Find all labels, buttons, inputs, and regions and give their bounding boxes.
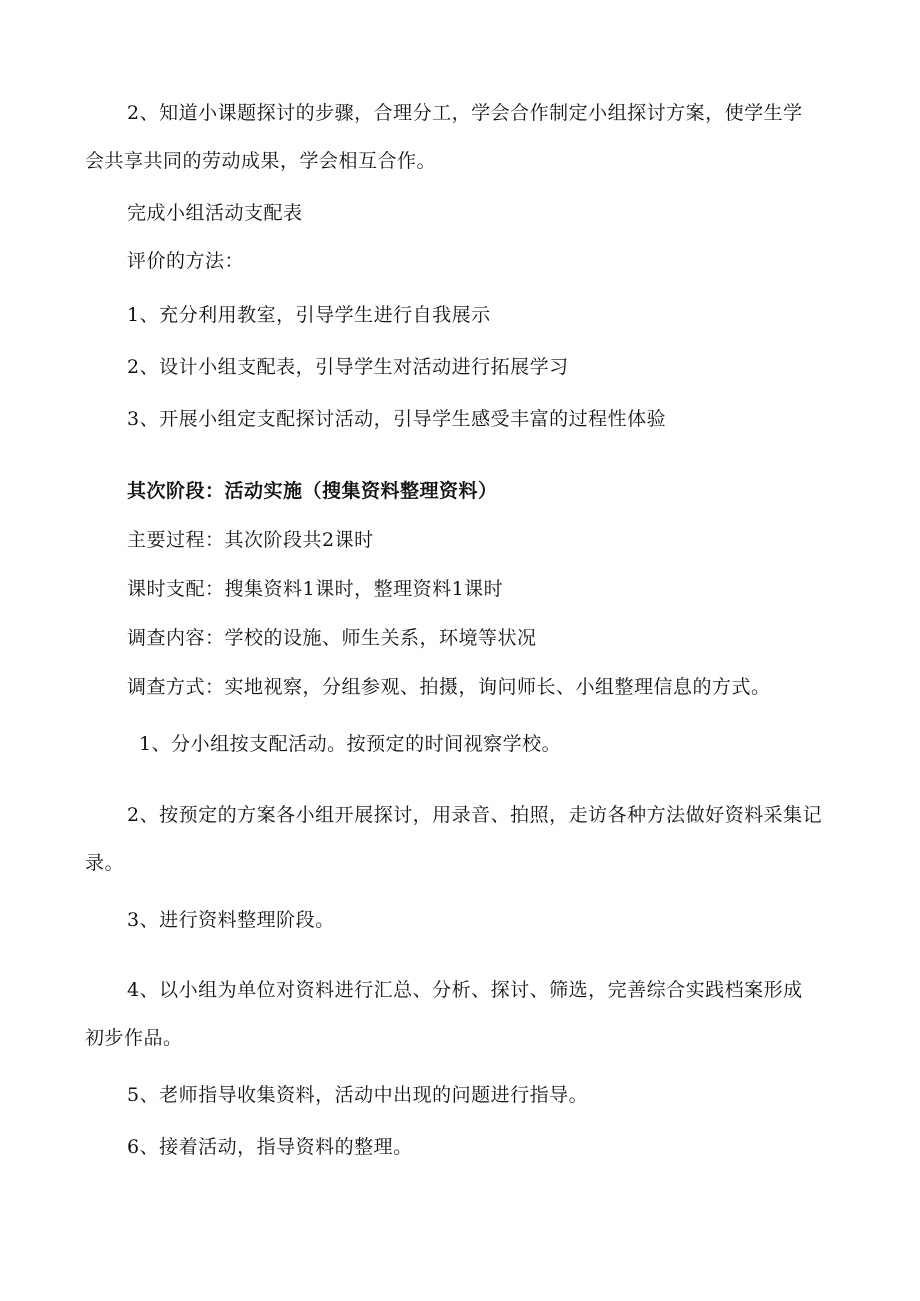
step-item-continuation: 录。: [85, 852, 125, 874]
evaluation-item: 1、充分利用教室，引导学生进行自我展示: [127, 304, 491, 326]
survey-method-line: 调查方式：实地视察，分组参观、拍摄，询问师长、小组整理信息的方式。: [127, 676, 771, 698]
step-item: 3、进行资料整理阶段。: [127, 909, 335, 931]
survey-content-line: 调查内容：学校的设施、师生关系，环境等状况: [127, 627, 537, 649]
section-heading: 其次阶段：活动实施（搜集资料整理资料）: [127, 480, 498, 502]
lesson-schedule-line: 课时支配：搜集资料1课时，整理资料1课时: [127, 578, 504, 600]
step-item-continuation: 初步作品。: [85, 1027, 183, 1049]
step-item: 4、以小组为单位对资料进行汇总、分析、探讨、筛选，完善综合实践档案形成: [127, 979, 803, 1001]
step-item: 5、老师指导收集资料，活动中出现的问题进行指导。: [127, 1084, 589, 1106]
evaluation-item: 3、开展小组定支配探讨活动，引导学生感受丰富的过程性体验: [127, 408, 667, 430]
step-item: 1、分小组按支配活动。按预定的时间视察学校。: [139, 733, 562, 755]
complete-table-line: 完成小组活动支配表: [127, 202, 303, 224]
evaluation-heading: 评价的方法：: [127, 250, 245, 272]
paragraph-line: 2、知道小课题探讨的步骤，合理分工，学会合作制定小组探讨方案，使学生学: [127, 102, 803, 124]
step-item: 6、接着活动，指导资料的整理。: [127, 1136, 413, 1158]
evaluation-item: 2、设计小组支配表，引导学生对活动进行拓展学习: [127, 356, 569, 378]
step-item: 2、按预定的方案各小组开展探讨，用录音、拍照，走访各种方法做好资料采集记: [127, 804, 823, 826]
main-process-line: 主要过程：其次阶段共2课时: [127, 529, 374, 551]
paragraph-line: 会共享共同的劳动成果，学会相互合作。: [85, 150, 437, 172]
